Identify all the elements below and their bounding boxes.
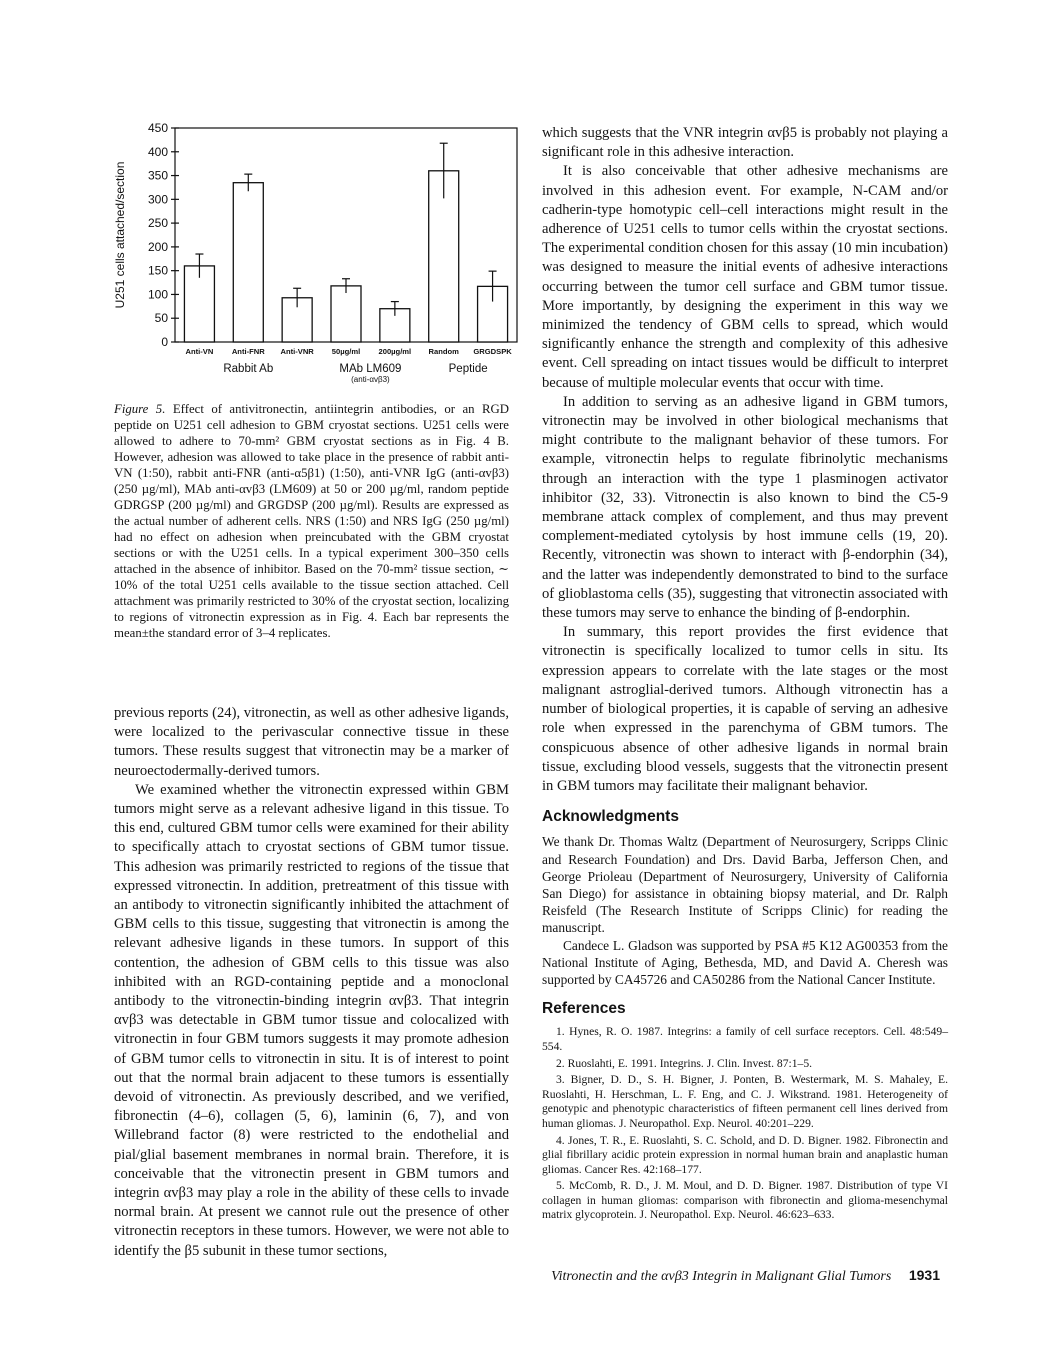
right-column (542, 124, 948, 1225)
right-paragraph-3: In addition to serving as an adhesive ligand in GBM tumors, vitronectin may be involved in other biological mechanisms that might contribute to the malignant behavior of these tumors. For example, vitronectin helps to regulate fibrinolytic mechanisms through an interaction with the type 1 plasminogen activator inhibitor (32, 33). Vitronectin is also known to bind the C5-9 membrane attack complex of complement, and thus may prevent complement-mediated cytolysis by host immune cells (19, 20). Recently, vitronectin was shown to interact with β-endorphin (34), and the latter was independently demonstrated to bind to the surface of glioblastoma cells (35), suggesting that vitronectin associated with these tumors may serve to enhance the binding of β-endorphin. (542, 393, 948, 622)
figure-label: Figure 5. (114, 402, 166, 416)
page-number: 1931 (908, 1267, 940, 1283)
x-tick-label: 200µg/ml (378, 347, 412, 356)
y-tick-label: 300 (147, 192, 168, 207)
page-footer (520, 1267, 940, 1285)
acknowledgments-paragraph-1: We thank Dr. Thomas Waltz (Department of Neurosurgery, Scripps Clinic and Research Foundation) and Drs. David Barba, Jefferson Chen, and George Prioleau (Department of Neurosurgery, University of California San Diego) for assistance in obtaining biopsy material, and Dr. Ralph Reisfeld (The Research Institute of Scripps Clinic) for reading the manuscript. (542, 834, 948, 936)
x-tick-label: Anti-FNR (231, 347, 265, 356)
reference-item: 4. Jones, T. R., E. Ruoslahti, S. C. Schold, and D. D. Bigner. 1982. Fibronectin and glial fibrillary acidic protein expression in normal human brain and anaplastic human gliomas. Cancer Res. 42:168–177. (542, 1133, 948, 1176)
x-tick-label: Random (428, 347, 459, 356)
y-tick-label: 50 (154, 311, 168, 326)
bar (233, 183, 263, 342)
bar-chart (110, 118, 525, 393)
running-title: Vitronectin and the αvβ3 Integrin in Malignant Glial Tumors (551, 1269, 892, 1284)
x-tick-label: Anti-VNR (280, 347, 314, 356)
reference-item: 5. McComb, R. D., J. M. Moul, and D. D. Bigner. 1987. Distribution of type VI collagen in human gliomas: comparison with fibronectin and glioma-mesenchymal matrix glycoprotein. J. Neuropathol. Exp. Neurol. 46:623–633. (542, 1179, 948, 1222)
y-tick-label: 0 (161, 335, 168, 349)
group-label: Rabbit Ab (223, 363, 274, 375)
y-tick-label: 150 (147, 263, 168, 278)
x-tick-label: GRGDSPK (473, 347, 512, 356)
y-tick-label: 350 (147, 168, 168, 183)
group-sublabel: (anti-αvβ3) (351, 375, 390, 384)
reference-item: 1. Hynes, R. O. 1987. Integrins: a family of cell surface receptors. Cell. 48:549–554. (542, 1025, 948, 1053)
reference-item: 3. Bigner, D. D., S. H. Bigner, J. Ponten, B. Westermark, M. S. Mahaley, E. Ruoslahti, H. Herschman, L. F. Eng, and C. J. Wikstrand. 1981. Heterogeneity of genotypic and phenotypic characteristics of fifteen permanent cell lines derived from human gliomas. J. Neuropathol. Exp. Neurol. 40:201–229. (542, 1073, 948, 1130)
acknowledgments-section (542, 833, 948, 988)
acknowledgments-heading: Acknowledgments (542, 808, 679, 826)
y-tick-label: 250 (147, 216, 168, 231)
group-label: MAb LM609 (339, 363, 402, 375)
references-heading: References (542, 1000, 626, 1018)
y-tick-label: 100 (147, 287, 168, 302)
group-label: Peptide (448, 363, 488, 375)
bar (331, 286, 361, 342)
right-paragraph-4: In summary, this report provides the first evidence that vitronectin is specifically localized to tumor cells in situ. Its expression appears to correlate with the late stages or the most malignant astroglial-derived tumors. Although vitronectin has a number of biological properties, it is capable of serving an adhesive role when expressed in the parenchyma of GBM tumors. The conspicuous absence of other adhesive ligands in normal brain tissue, excluding blood vessels, suggests that the vitronectin present in GBM tumors may facilitate their malignant behavior. (542, 624, 948, 794)
references-list (542, 1025, 948, 1223)
figure-caption (114, 401, 509, 641)
reference-item: 2. Ruoslahti, E. 1991. Integrins. J. Clin. Invest. 87:1–5. (556, 1056, 813, 1070)
left-paragraph-2: We examined whether the vitronectin expressed within GBM tumors might serve as a relevant adhesive ligand in this tissue. To this end, cultured GBM tumor cells were examined for their ability to specifically attach to cryostat sections of GBM tumor tissue. This adhesion was primarily restricted to regions of the tissue that expressed vitronectin. In addition, pretreatment of this tissue with an antibody to vitronectin significantly inhibited the attachment of GBM cells to this tissue, suggesting that vitronectin is among the relevant adhesive ligands in these tumors. In support of this contention, the adhesion of GBM cells to this tissue was also inhibited with an RGD-containing peptide and a monoclonal antibody to the vitronectin-binding integrin αvβ3. That integrin αvβ3 was detectable in GBM tumor tissue and colocalized with vitronectin in four GBM tumors suggests it may promote adhesion of GBM tumor cells to vitronectin in situ. It is of interest to point out that the normal brain adjacent to these tumors is essentially devoid of vitronectin. As previously described, and we verified, fibronectin (4–6), collagen (5, 6), laminin (6, 7), and von Willebrand factor (8) were restricted to the endothelial and pial/glial basement membranes in normal brain. Therefore, it is conceivable that the vitronectin present in GBM tumors and integrin αvβ3 may play a role in the ability of these cells to invade normal brain. At present we cannot rule out the presence of other vitronectin receptors in these tumors. However, we were not able to identify the β5 subunit in these tumor sections, (114, 781, 509, 1259)
right-paragraph-2: It is also conceivable that other adhesive mechanisms are involved in this adhesion event. For example, N-CAM and/or cadherin-type homotypic cell–cell interactions might result in the adherence of U251 cells to tumor cells within the cryostat sections. The experimental condition chosen for this assay (10 min incubation) was designed to measure the initial events of adhesive interactions occurring between the tumor cell surface and GBM tumor tissue. More importantly, by designing the experiment in this way we minimized the tendency of GBM cells to spread, which would significantly enhance the strength and complexity of this adhesive event. Cell spreading on intact tissues would be difficult to interpret because of multiple molecular events that occur with time. (542, 163, 948, 391)
y-tick-label: 450 (147, 121, 168, 135)
x-tick-label: 50µg/ml (331, 347, 361, 356)
left-column (114, 704, 509, 1261)
y-tick-label: 400 (147, 144, 168, 159)
x-tick-label: Anti-VN (185, 347, 214, 356)
y-axis-label: U251 cells attached/section (113, 161, 127, 309)
y-tick-label: 200 (147, 239, 168, 254)
acknowledgments-paragraph-2: Candece L. Gladson was supported by PSA #5 K12 AG00353 from the National Institute of Aging, Bethesda, MD, and David A. Cheresh was supported by CA45726 and CA50286 from the National Cancer Institute. (542, 937, 948, 987)
right-paragraph-1: which suggests that the VNR integrin αvβ5 is probably not playing a significant role in this adhesive interaction. (542, 125, 948, 161)
figure-caption-text: Effect of antivitronectin, antiintegrin antibodies, or an RGD peptide on U251 cell adhesion to GBM cryostat sections. U251 cells were allowed to adhere to 70-mm² GBM cryostat sections as in Fig. 4 B. However, adhesion was allowed to take place in the presence of rabbit anti-VN (1:50), rabbit anti-FNR (anti-α5β1) (1:50), anti-VNR IgG (anti-αvβ3) (250 µg/ml), MAb anti-αvβ3 (LM609) at 50 or 200 µg/ml, random peptide GDRGSP (200 µg/ml) and GRGDSP (200 µg/ml). Results are expressed as the actual number of adherent cells. NRS (1:50) and NRS IgG (250 µg/ml) had no effect on adhesion when preincubated with the GBM cryostat sections or with the U251 cells. In a typical experiment 300–350 cells attached in the absence of inhibitor. Based on the 70-mm² tissue section, ∼ 10% of the total U251 cells available to the tissue section attached. Cell attachment was primarily restricted to 30% of the cryostat section, localizing to regions of vitronectin expression as in Fig. 4. Each bar represents the mean±the standard error of 3–4 replicates. (114, 402, 510, 640)
left-paragraph-1: previous reports (24), vitronectin, as well as other adhesive ligands, were localized to the perivascular connective tissue in these tumors. These results suggest that vitronectin may be a marker of neuroectodermally-derived tumors. (114, 705, 509, 779)
